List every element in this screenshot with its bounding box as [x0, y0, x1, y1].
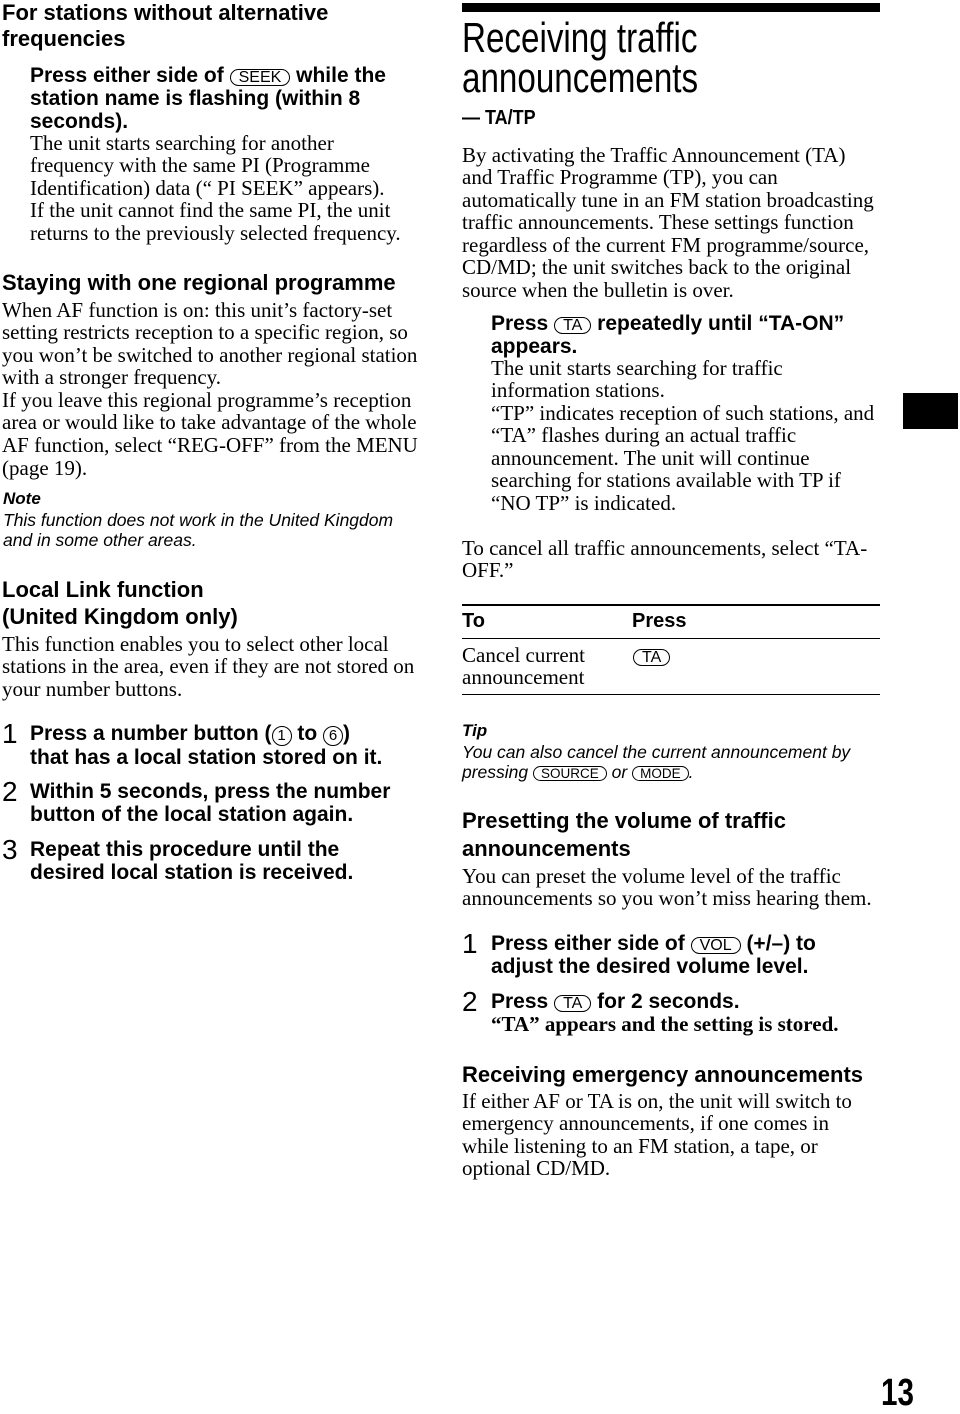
step-2-volume	[462, 985, 839, 1036]
paragraph-line: frequency with the same PI (Programme	[30, 153, 370, 178]
paragraph-line: while listening to an FM station, a tape, or	[462, 1133, 818, 1158]
paragraph-line: source when the bulletin is over.	[462, 278, 734, 303]
number-1-key: 1	[272, 726, 292, 746]
paragraph-line: The unit starts searching for traffic	[491, 355, 783, 380]
instruction-line: station name is flashing (within 8	[30, 87, 361, 110]
paragraph-line: optional CD/MD.	[462, 1156, 611, 1181]
step-text: to	[291, 721, 324, 745]
step-line: Within 5 seconds, press the number	[30, 779, 391, 803]
step-text: for 2 seconds.	[591, 989, 740, 1013]
note-line: and in some other areas.	[3, 530, 197, 550]
paragraph-line: area or would like to take advantage of the whole	[2, 410, 417, 435]
paragraph-line: emergency announcements, if one comes in	[462, 1111, 829, 1136]
step-text: )	[343, 721, 351, 745]
step-number: 1	[2, 717, 18, 749]
table-header-press: Press	[632, 610, 687, 632]
side-index-tab	[903, 393, 958, 429]
paragraph-line: To cancel all traffic announcements, select “TA-	[462, 535, 868, 560]
step-1-volume	[462, 927, 816, 978]
table-cell-line: announcement	[462, 665, 585, 690]
table-cell-action	[462, 644, 585, 689]
page-number: 13	[881, 1372, 914, 1414]
table-cell-press	[633, 644, 670, 667]
paragraph-line: If the unit cannot find the same PI, the unit	[30, 198, 391, 223]
paragraph-line: By activating the Traffic Announcement (TA)	[462, 142, 846, 167]
instruction-text: Press	[491, 311, 555, 335]
step-line	[491, 932, 816, 955]
mode-key: MODE	[632, 766, 689, 781]
note-label: Note	[3, 489, 41, 508]
step-line: desired local station is received.	[30, 860, 354, 884]
note-line: This function does not work in the United Kingdom	[3, 510, 394, 530]
heading-line: Local Link function	[2, 576, 204, 602]
title-line: Receiving traffic	[462, 13, 698, 61]
table-bottom-rule	[462, 694, 880, 695]
tip-text	[462, 742, 850, 782]
page-title	[462, 13, 699, 101]
step-line: Repeat this procedure until the	[30, 837, 340, 861]
body-paragraph-volume	[462, 865, 872, 910]
section-heading-regional: Staying with one regional programme	[2, 270, 396, 295]
step-text: Press	[491, 989, 555, 1013]
instruction-text: repeatedly until “TA-ON”	[591, 311, 845, 335]
step-line	[30, 722, 382, 746]
paragraph-line: (page 19).	[2, 455, 88, 480]
section-heading-volume	[462, 807, 786, 863]
step-text: (+/–) to	[740, 931, 816, 955]
paragraph-line: announcements so you won’t miss hearing them.	[462, 886, 872, 911]
step-number: 2	[2, 775, 18, 807]
vol-key: VOL	[691, 937, 741, 954]
paragraph-line: AF function, select “REG-OFF” from the MENU	[2, 433, 418, 458]
paragraph-line: “NO TP” is indicated.	[491, 491, 677, 516]
number-6-key: 6	[323, 726, 343, 746]
step-number: 2	[462, 985, 478, 1017]
ta-key: TA	[554, 995, 591, 1012]
step-3-local-link	[2, 833, 354, 884]
step-line: that has a local station stored on it.	[30, 745, 383, 769]
source-key: SOURCE	[533, 766, 607, 781]
paragraph-line: and Traffic Programme (TP), you can	[462, 165, 778, 190]
paragraph-line: You can preset the volume level of the traffic	[462, 863, 841, 888]
instruction-seek	[30, 64, 386, 133]
tip-line	[462, 762, 850, 782]
paragraph-line: “TA” flashes during an actual traffic	[491, 423, 797, 448]
section-heading-emergency: Receiving emergency announcements	[462, 1062, 864, 1087]
paragraph-line: The unit starts searching for another	[30, 130, 334, 155]
note-text	[3, 510, 393, 550]
body-paragraph-result	[491, 357, 874, 515]
ta-key: TA	[554, 317, 591, 334]
table-cell-line: Cancel current	[462, 642, 586, 667]
paragraph-line: automatically tune in an FM station broadcasting	[462, 187, 874, 212]
paragraph-line: your number buttons.	[2, 676, 183, 701]
paragraph-line: stations in the area, even if they are not stored on	[2, 654, 415, 679]
instruction-line: appears.	[491, 334, 578, 358]
paragraph-line: regardless of the current FM programme/source,	[462, 232, 870, 257]
heading-line: For stations without alternative	[2, 0, 329, 25]
instruction-text: Press either side of	[30, 64, 230, 87]
heading-line: frequencies	[2, 26, 126, 51]
paragraph-line: returns to the previously selected frequency.	[30, 220, 401, 245]
body-paragraph-no-af	[30, 132, 401, 245]
instruction-ta-on	[491, 312, 844, 358]
tip-fragment: or	[606, 762, 633, 782]
paragraph-line: searching for stations available with TP if	[491, 468, 841, 493]
paragraph-line: traffic announcements. These settings function	[462, 210, 854, 235]
heading-line: (United Kingdom only)	[2, 603, 238, 629]
step-line	[491, 990, 839, 1013]
paragraph-line: If either AF or TA is on, the unit will switch to	[462, 1088, 852, 1113]
title-line: announcements	[462, 53, 699, 101]
step-1-local-link	[2, 717, 383, 770]
paragraph-line: announcement. The unit will continue	[491, 445, 810, 470]
ta-key: TA	[633, 649, 670, 666]
paragraph-line: information stations.	[491, 378, 665, 403]
section-heading-local-link	[2, 576, 238, 630]
paragraph-line: OFF.”	[462, 558, 514, 583]
step-2-local-link	[2, 775, 391, 826]
body-paragraph-emergency	[462, 1090, 852, 1180]
seek-key: SEEK	[230, 69, 291, 86]
paragraph-line: “TP” indicates reception of such stations, and	[491, 400, 875, 425]
tip-fragment: pressing	[462, 762, 534, 782]
title-bar	[462, 3, 880, 12]
heading-line: announcements	[462, 836, 631, 861]
paragraph-line: CD/MD; the unit switches back to the original	[462, 255, 852, 280]
tip-label: Tip	[462, 721, 488, 740]
body-paragraph-regional	[2, 299, 418, 480]
step-line: button of the local station again.	[30, 802, 354, 826]
paragraph-line: If you leave this regional programme’s reception	[2, 387, 412, 412]
paragraph-line: with a stronger frequency.	[2, 365, 222, 390]
step-number: 3	[2, 833, 18, 865]
body-paragraph-intro	[462, 144, 874, 302]
table-header-to: To	[462, 610, 485, 632]
paragraph-line: you won’t be switched to another regional station	[2, 342, 418, 367]
step-result-line: “TA” appears and the setting is stored.	[491, 1011, 839, 1036]
page-subtitle: — TA/TP	[462, 107, 536, 129]
body-paragraph-local-link	[2, 633, 414, 701]
instruction-line: seconds).	[30, 110, 129, 133]
paragraph-line: setting restricts reception to a specific region, so	[2, 320, 408, 345]
instruction-text: while the	[290, 64, 386, 87]
body-paragraph-cancel	[462, 537, 867, 582]
instruction-line	[30, 64, 386, 87]
step-text: Press either side of	[491, 931, 691, 955]
paragraph-line: This function enables you to select other local	[2, 631, 389, 656]
step-line: adjust the desired volume level.	[491, 954, 809, 978]
instruction-line	[491, 312, 844, 335]
tip-line: You can also cancel the current announcement by	[462, 742, 851, 762]
step-text: Press a number button (	[30, 721, 272, 745]
paragraph-line: Identification) data (“ PI SEEK” appears).	[30, 175, 385, 200]
table-header-rule	[462, 638, 880, 639]
step-number: 1	[462, 927, 478, 959]
heading-line: Presetting the volume of traffic	[462, 808, 786, 833]
section-heading-no-af	[2, 0, 328, 52]
tip-fragment: .	[688, 762, 694, 782]
paragraph-line: When AF function is on: this unit’s factory-set	[2, 297, 393, 322]
table-top-rule	[462, 604, 880, 606]
